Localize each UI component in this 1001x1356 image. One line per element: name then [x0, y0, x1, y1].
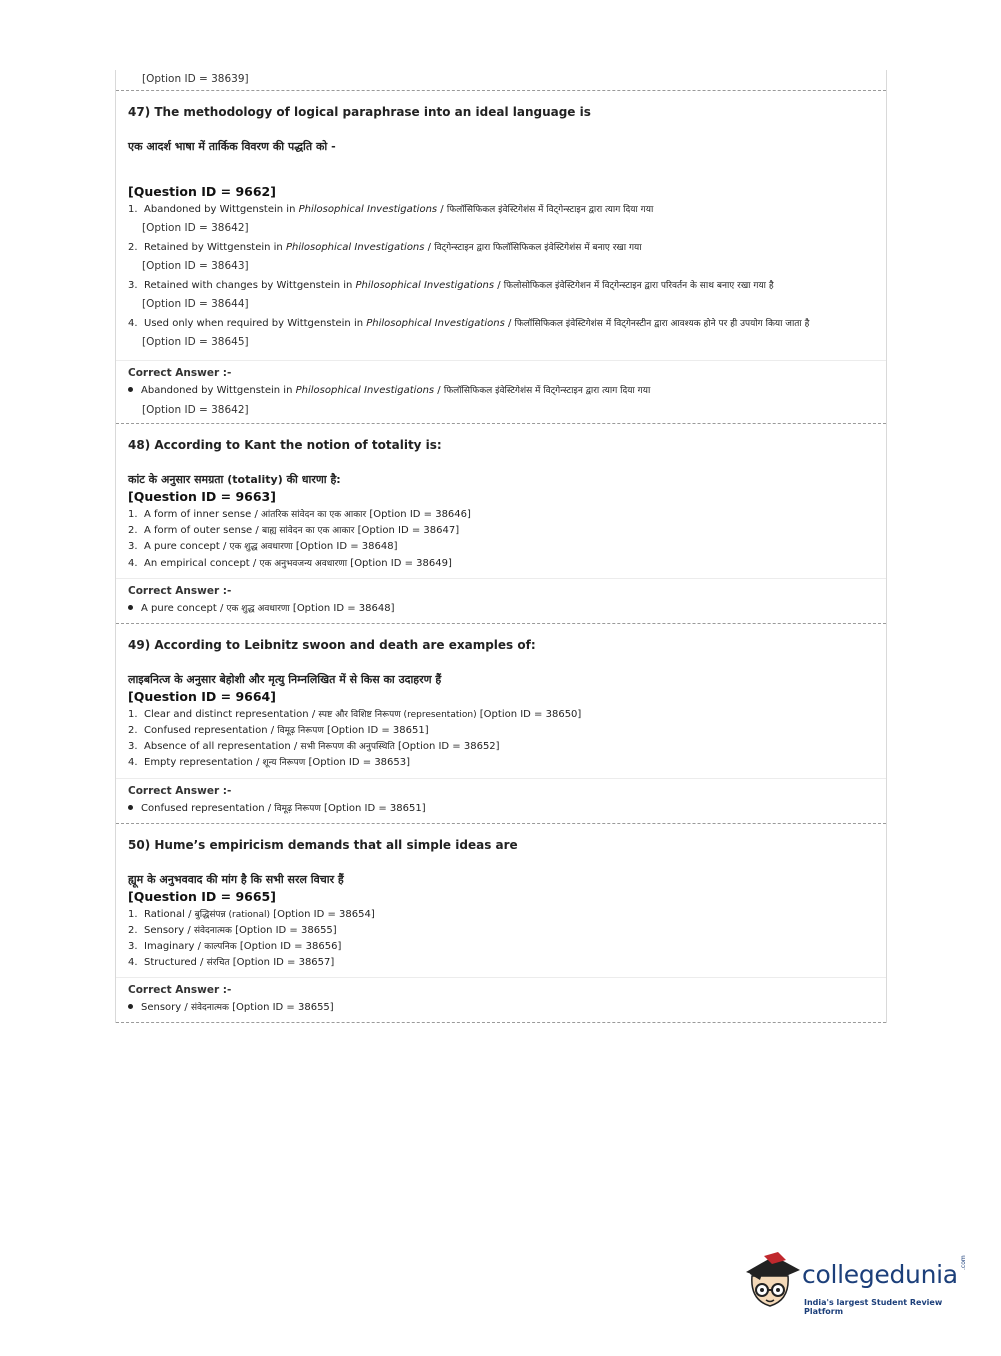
question-id: [Question ID = 9663] — [128, 489, 276, 504]
question-title: 47) The methodology of logical paraphrase into an ideal language is — [128, 105, 591, 119]
answer-hindi: फिलॉसिफिकल इंवेस्टिगेशंस में विट्गेन्स्टाइन द्वारा त्याग दिया गया — [443, 386, 651, 396]
option-sep: / — [251, 509, 262, 520]
option-item — [128, 939, 874, 955]
brand-name: collegedunia — [802, 1260, 958, 1289]
option-item — [128, 755, 874, 771]
options-list — [128, 202, 874, 354]
option-item — [128, 539, 874, 555]
option-number: 3. — [128, 541, 138, 553]
option-text: Confused representation — [144, 725, 268, 737]
option-sep: / — [196, 957, 207, 969]
correct-answer-49 — [116, 778, 886, 823]
option-sep: / — [184, 908, 195, 920]
option-item — [128, 739, 874, 755]
option-item — [128, 523, 874, 539]
option-text: Retained by Wittgenstein in — [144, 242, 286, 253]
option-text: Absence of all representation — [144, 741, 291, 753]
bullet-icon — [128, 1004, 133, 1009]
option-item — [128, 316, 874, 354]
option-number: 3. — [128, 280, 138, 291]
option-text: A form of outer sense — [144, 525, 253, 537]
question-id: [Question ID = 9662] — [128, 184, 276, 199]
separator — [116, 1022, 886, 1023]
option-sep: / — [249, 557, 260, 569]
option-id: [Option ID = 38652] — [394, 741, 500, 753]
option-item — [128, 907, 874, 923]
option-number: 1. — [128, 708, 138, 720]
answer-sep: / — [216, 602, 227, 614]
option-sep: / — [252, 757, 263, 769]
option-sep: / — [494, 280, 504, 291]
option-text: Structured — [144, 957, 197, 969]
option-sep: / — [252, 525, 262, 537]
option-sep: / — [290, 741, 301, 753]
question-title: 49) According to Leibnitz swoon and death are examples of: — [128, 637, 536, 652]
option-hindi: बुद्धिसंपन्न (rational) — [194, 909, 270, 920]
brand-tagline: India's largest Student Review Platform — [804, 1298, 943, 1316]
option-item — [128, 723, 874, 739]
option-number: 2. — [128, 725, 138, 737]
option-sep: / — [424, 242, 435, 253]
answer-text: Sensory — [141, 1002, 182, 1014]
option-sep: / — [194, 941, 205, 953]
option-italic: Philosophical Investigations — [366, 318, 505, 329]
bullet-icon — [128, 605, 133, 610]
option-id: [Option ID = 38656] — [236, 941, 342, 953]
option-item — [128, 240, 874, 278]
option-text: Retained with changes by Wittgenstein in — [144, 280, 356, 291]
answer-sep: / — [434, 385, 444, 396]
correct-answer-label: Correct Answer :- — [128, 367, 232, 379]
answer-sep: / — [181, 1002, 191, 1014]
options-list — [128, 707, 874, 772]
collegedunia-logo — [742, 1250, 972, 1320]
answer-text: Abandoned by Wittgenstein in — [141, 385, 296, 396]
answer-option-id: [Option ID = 38642] — [142, 404, 249, 416]
option-id: [Option ID = 38651] — [323, 725, 429, 737]
option-hindi: फिलॉसिफिकल इंवेस्टिगेशंस में विट्गेन्स्टाइन द्वारा त्याग दिया गया — [446, 205, 654, 215]
correct-answer-label: Correct Answer :- — [128, 784, 232, 797]
answer-text: A pure concept — [141, 602, 217, 614]
option-number: 3. — [128, 741, 138, 753]
option-hindi: सभी निरूपण की अनुपस्थिति — [300, 742, 395, 753]
option-text: An empirical concept — [144, 557, 250, 569]
option-id: [Option ID = 38642] — [142, 222, 249, 234]
option-sep: / — [219, 541, 230, 553]
option-hindi: संवेदनात्मक — [193, 925, 232, 936]
option-number: 4. — [128, 318, 138, 329]
option-item — [128, 507, 874, 523]
answer-option-id: [Option ID = 38655] — [228, 1002, 334, 1014]
brand-domain: .com — [960, 1255, 967, 1270]
option-number: 1. — [128, 204, 138, 215]
options-list — [128, 507, 874, 572]
question-hindi: लाइबनित्ज के अनुसार बेहोशी और मृत्यु निम्नलिखित में से किस का उदाहरण हैं — [128, 672, 442, 686]
option-number: 1. — [128, 908, 138, 920]
correct-answer-48 — [116, 578, 886, 623]
option-sep: / — [437, 204, 447, 215]
option-text: Empty representation — [144, 757, 253, 769]
option-id: [Option ID = 38646] — [366, 509, 471, 520]
option-hindi: फिलॉसिफिकल इंवेस्टिगेशंस में विट्गेनस्टीन द्वारा आवश्यक होने पर ही उपयोग किया जाता है — [514, 319, 810, 329]
question-48 — [116, 424, 886, 578]
option-number: 1. — [128, 509, 138, 520]
previous-option-id: [Option ID = 38639] — [142, 73, 249, 85]
option-sep: / — [267, 725, 278, 737]
option-hindi: शून्य निरूपण — [262, 758, 306, 769]
option-id: [Option ID = 38643] — [142, 260, 249, 272]
answer-hindi: विमूढ़ निरूपण — [274, 803, 321, 814]
option-id: [Option ID = 38645] — [142, 336, 249, 348]
option-number: 2. — [128, 924, 138, 936]
option-italic: Philosophical Investigations — [285, 242, 425, 253]
answer-text: Confused representation — [141, 802, 265, 814]
option-text: Used only when required by Wittgenstein in — [144, 318, 367, 329]
option-item — [128, 278, 874, 316]
option-italic: Philosophical Investigations — [355, 280, 495, 291]
question-id: [Question ID = 9664] — [128, 688, 276, 704]
option-id: [Option ID = 38655] — [231, 924, 337, 936]
option-text: A pure concept — [144, 541, 220, 553]
option-hindi: आंतरिक सांवेदन का एक आकार — [261, 510, 367, 520]
option-text: Clear and distinct representation — [144, 708, 309, 720]
bullet-icon — [128, 387, 133, 392]
option-text: Rational — [144, 908, 185, 920]
option-text: A form of inner sense — [144, 509, 252, 520]
option-number: 4. — [128, 757, 138, 769]
option-id: [Option ID = 38653] — [305, 757, 411, 769]
answer-sep: / — [264, 802, 275, 814]
option-number: 3. — [128, 941, 138, 953]
option-hindi: बाह्य सांवेदन का एक आकार — [261, 526, 355, 537]
option-id: [Option ID = 38647] — [354, 525, 460, 537]
option-id: [Option ID = 38654] — [270, 908, 375, 920]
answer-italic: Philosophical Investigations — [295, 385, 435, 396]
option-text: Imaginary — [144, 941, 195, 953]
option-number: 2. — [128, 525, 138, 537]
question-50 — [116, 824, 886, 978]
question-hindi: कांट के अनुसार समग्रता (totality) की धारणा है: — [128, 473, 341, 486]
option-hindi: विमूढ़ निरूपण — [277, 726, 324, 737]
correct-answer-50 — [116, 977, 886, 1022]
question-hindi: ह्यूम के अनुभववाद की मांग है कि सभी सरल विचार हैं — [128, 872, 344, 886]
option-hindi: संरचित — [206, 958, 230, 969]
option-item — [128, 923, 874, 939]
bullet-icon — [128, 805, 133, 810]
option-hindi: फिलोसोफिकल इंवेस्टिगेशन में विट्गेन्स्टाइन द्वारा परिवर्तन के साथ बनाए रखा गया है — [503, 281, 774, 291]
answer-hindi: एक शुद्ध अवधारणा — [226, 603, 290, 614]
correct-answer-label: Correct Answer :- — [128, 984, 232, 997]
option-id: [Option ID = 38648] — [292, 541, 398, 553]
option-id: [Option ID = 38649] — [347, 557, 452, 569]
option-text: Sensory — [144, 924, 185, 936]
correct-answer-47 — [116, 360, 886, 423]
mascot-icon — [742, 1250, 802, 1312]
option-number: 4. — [128, 957, 138, 969]
option-item — [128, 556, 874, 572]
correct-answer-label: Correct Answer :- — [128, 584, 232, 597]
question-id: [Question ID = 9665] — [128, 888, 276, 904]
question-49 — [116, 624, 886, 778]
question-sheet — [115, 70, 887, 1023]
option-italic: Philosophical Investigations — [298, 204, 438, 215]
option-id: [Option ID = 38657] — [229, 957, 335, 969]
option-sep: / — [308, 708, 319, 720]
option-item — [128, 202, 874, 240]
option-hindi: काल्पनिक — [204, 942, 237, 953]
question-title: 48) According to Kant the notion of totality is: — [128, 438, 442, 452]
option-text: Abandoned by Wittgenstein in — [144, 204, 299, 215]
question-47 — [116, 91, 886, 360]
option-hindi: विट्गेन्स्टाइन द्वारा फिलॉसिफिकल इंवेस्टिगेशंस में बनाए रखा गया — [434, 243, 642, 253]
option-sep: / — [184, 924, 194, 936]
option-hindi: एक अनुभवजन्य अवधारणा — [259, 558, 348, 569]
option-id: [Option ID = 38650] — [476, 708, 582, 720]
answer-hindi: संवेदनात्मक — [190, 1003, 229, 1014]
option-item — [128, 707, 874, 723]
question-hindi: एक आदर्श भाषा में तार्किक विवरण की पद्धति को - — [128, 140, 336, 153]
options-list — [128, 907, 874, 972]
option-hindi: एक शुद्ध अवधारणा — [229, 542, 293, 553]
option-number: 2. — [128, 242, 138, 253]
option-id: [Option ID = 38644] — [142, 298, 249, 310]
answer-option-id: [Option ID = 38651] — [320, 802, 426, 814]
option-sep: / — [504, 318, 515, 329]
option-number: 4. — [128, 557, 138, 569]
option-item — [128, 955, 874, 971]
answer-option-id: [Option ID = 38648] — [289, 602, 395, 614]
option-hindi: स्पष्ट और विशिष्ट निरूपण (representation) — [318, 709, 477, 720]
question-title: 50) Hume’s empiricism demands that all simple ideas are — [128, 837, 518, 852]
